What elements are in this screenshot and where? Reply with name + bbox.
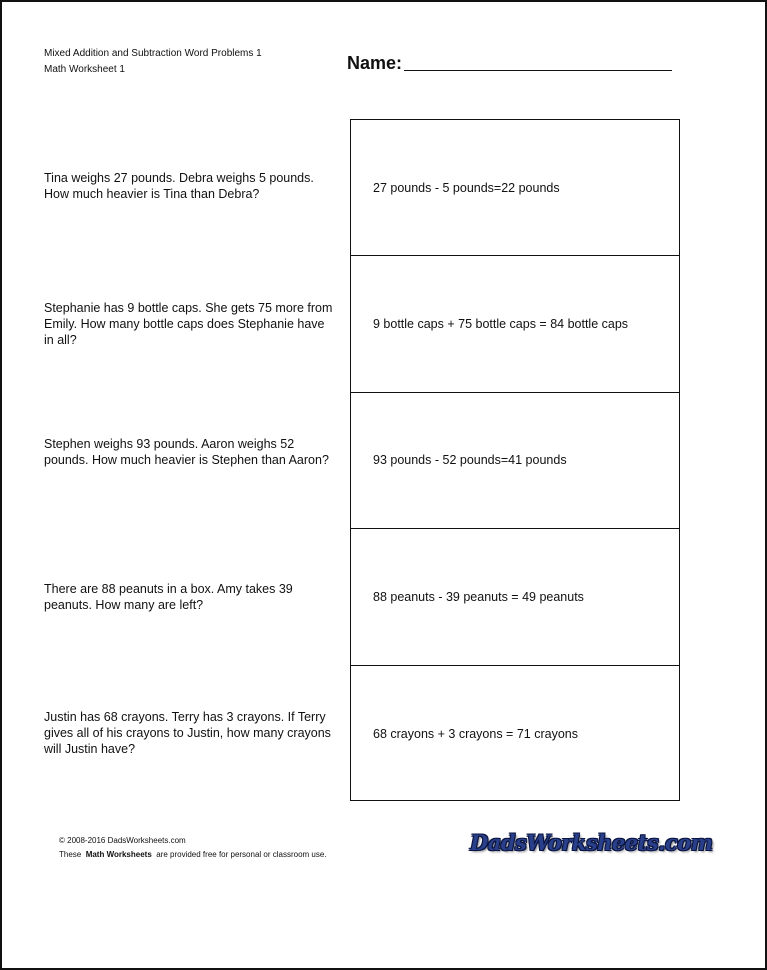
usage-note-prefix: These — [59, 850, 82, 859]
answer-cell — [351, 256, 679, 392]
dadsworksheets-logo: DadsWorksheets.com — [470, 830, 713, 855]
question-1: Tina weighs 27 pounds. Debra weighs 5 pounds. How much heavier is Tina than Debra? — [44, 171, 314, 201]
worksheet-title: Mixed Addition and Subtraction Word Problems 1 — [44, 48, 262, 59]
answer-text: 93 pounds - 52 pounds=41 pounds — [373, 453, 567, 468]
question-2: Stephanie has 9 bottle caps. She gets 75 more from Emily. How many bottle caps does Stephanie have in all? — [44, 301, 333, 347]
usage-note-suffix: are provided free for personal or classroom use. — [156, 850, 327, 859]
answer-box — [350, 119, 680, 801]
answer-cell — [351, 529, 679, 665]
question-4: There are 88 peanuts in a box. Amy takes 39 peanuts. How many are left? — [44, 582, 293, 612]
answer-text: 68 crayons + 3 crayons = 71 crayons — [373, 726, 578, 741]
usage-note — [59, 850, 327, 859]
answer-text: 9 bottle caps + 75 bottle caps = 84 bottle caps — [373, 317, 629, 332]
worksheet-subtitle: Math Worksheet 1 — [44, 64, 125, 75]
question-3: Stephen weighs 93 pounds. Aaron weighs 52 pounds. How much heavier is Stephen than Aaron? — [44, 437, 329, 467]
answer-text: 88 peanuts - 39 peanuts = 49 peanuts — [373, 589, 584, 604]
question-5: Justin has 68 crayons. Terry has 3 crayons. If Terry gives all of his crayons to Justin, how many crayons will Justin have? — [44, 710, 331, 756]
math-worksheets-link[interactable]: Math Worksheets — [85, 850, 152, 859]
copyright-text: © 2008-2016 DadsWorksheets.com — [59, 836, 186, 845]
answer-cell — [351, 393, 679, 529]
answer-cell — [351, 120, 679, 256]
answer-cell — [351, 666, 679, 802]
name-line — [404, 70, 672, 71]
answer-text: 27 pounds - 5 pounds=22 pounds — [373, 180, 560, 195]
name-label: Name: — [347, 53, 403, 73]
